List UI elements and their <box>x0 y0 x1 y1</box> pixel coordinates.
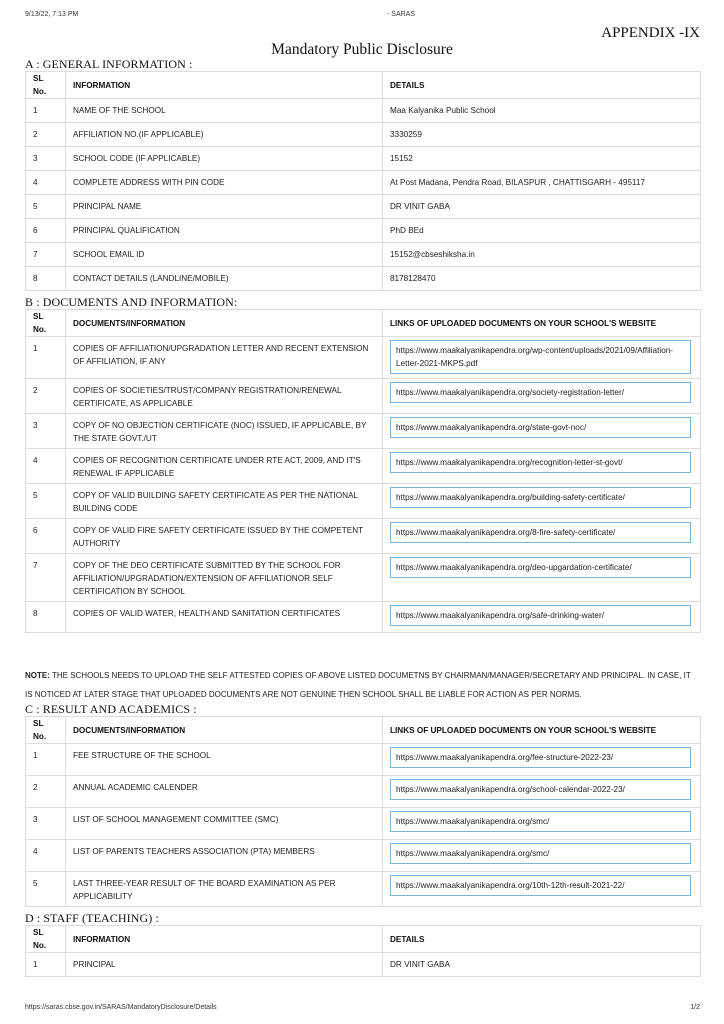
sl-cell: 1 <box>33 344 38 353</box>
table-row <box>26 99 701 123</box>
sl-cell: 4 <box>33 456 38 465</box>
column-header: INFORMATION <box>66 926 383 953</box>
table-row <box>26 267 701 291</box>
table-row <box>26 554 701 602</box>
table-row <box>26 219 701 243</box>
result-academics-table <box>25 716 701 907</box>
staff-teaching-table <box>25 925 701 977</box>
table-row <box>26 744 701 776</box>
sl-cell: 2 <box>33 386 38 395</box>
info-cell: AFFILIATION NO.(IF APPLICABLE) <box>66 123 383 147</box>
document-link-field[interactable]: https://www.maakalyanikapendra.org/building-safety-certificate/ <box>390 487 691 508</box>
sl-cell: 7 <box>33 561 38 570</box>
table-row <box>26 147 701 171</box>
column-header: INFORMATION <box>66 72 383 99</box>
sl-cell: 8 <box>33 609 38 618</box>
sl-cell: 6 <box>33 526 38 535</box>
document-link-field[interactable]: https://www.maakalyanikapendra.org/state-govt-noc/ <box>390 417 691 438</box>
document-cell: COPY OF NO OBJECTION CERTIFICATE (NOC) ISSUED, IF APPLICABLE, BY THE STATE GOVT./UT <box>73 421 367 443</box>
sl-cell: 2 <box>33 783 38 792</box>
table-row <box>26 171 701 195</box>
sl-cell: 3 <box>26 147 66 171</box>
column-header: DETAILS <box>383 926 701 953</box>
note-text: THE SCHOOLS NEEDS TO UPLOAD THE SELF ATTESTED COPIES OF ABOVE LISTED DOCUMETNS BY CHAIRMAN/MANAGER/SECRETARY AND PRINCIPAL. IN CASE, IT IS NOTICED AT LATER STAGE THAT UPLOADED DOCUMENTS ARE NOT GENUINE THEN SCHOOL SHALL BE LIABLE FOR ACTION AS PER NORMS. <box>25 671 691 699</box>
document-link-field[interactable]: https://www.maakalyanikapendra.org/10th-12th-result-2021-22/ <box>390 875 691 896</box>
table-row <box>26 808 701 840</box>
sl-cell: 1 <box>26 99 66 123</box>
section-c-heading: C : RESULT AND ACADEMICS : <box>25 702 197 716</box>
document-link-field[interactable]: https://www.maakalyanikapendra.org/fee-structure-2022-23/ <box>390 747 691 768</box>
table-row <box>26 243 701 267</box>
table-header-row <box>26 926 701 953</box>
table-row <box>26 484 701 519</box>
document-link-field[interactable]: https://www.maakalyanikapendra.org/8-fire-safety-certificate/ <box>390 522 691 543</box>
document-link-field[interactable]: https://www.maakalyanikapendra.org/safe-drinking-water/ <box>390 605 691 626</box>
sl-cell: 5 <box>26 195 66 219</box>
info-cell: COMPLETE ADDRESS WITH PIN CODE <box>66 171 383 195</box>
sl-cell: 2 <box>26 123 66 147</box>
table-row <box>26 337 701 379</box>
info-cell: PRINCIPAL NAME <box>66 195 383 219</box>
column-header: LINKS OF UPLOADED DOCUMENTS ON YOUR SCHOOL'S WEBSITE <box>383 310 701 337</box>
details-cell: DR VINIT GABA <box>383 953 701 977</box>
general-information-table <box>25 71 701 291</box>
document-cell: LIST OF PARENTS TEACHERS ASSOCIATION (PTA) MEMBERS <box>73 847 315 856</box>
document-link-field[interactable]: https://www.maakalyanikapendra.org/deo-upgardation-certificate/ <box>390 557 691 578</box>
section-a-heading: A : GENERAL INFORMATION : <box>25 57 193 71</box>
sl-cell: 1 <box>26 953 66 977</box>
print-site-title: - SARAS <box>387 11 416 18</box>
section-d-heading: D : STAFF (TEACHING) : <box>25 911 159 925</box>
details-cell: DR VINIT GABA <box>383 195 701 219</box>
document-link-field[interactable]: https://www.maakalyanikapendra.org/smc/ <box>390 811 691 832</box>
column-header: DOCUMENTS/INFORMATION <box>66 310 383 337</box>
table-row <box>26 379 701 414</box>
note-label: NOTE: <box>25 671 50 680</box>
table-row <box>26 414 701 449</box>
sl-cell: 8 <box>26 267 66 291</box>
details-cell: 15152 <box>383 147 701 171</box>
info-cell: SCHOOL CODE (IF APPLICABLE) <box>66 147 383 171</box>
table-row <box>26 602 701 633</box>
document-cell: COPIES OF VALID WATER, HEALTH AND SANITATION CERTIFICATES <box>73 609 341 618</box>
details-cell: 3330259 <box>383 123 701 147</box>
document-cell: FEE STRUCTURE OF THE SCHOOL <box>73 751 211 760</box>
table-row <box>26 123 701 147</box>
info-cell: PRINCIPAL <box>66 953 383 977</box>
table-row <box>26 519 701 554</box>
sl-cell: 1 <box>33 751 38 760</box>
sl-cell: 3 <box>33 421 38 430</box>
print-page-number: 1/2 <box>690 1004 700 1011</box>
page-title: Mandatory Public Disclosure <box>271 41 453 58</box>
table-row <box>26 449 701 484</box>
sl-cell: 4 <box>33 847 38 856</box>
document-link-field[interactable]: https://www.maakalyanikapendra.org/wp-content/uploads/2021/09/Affiliation-Letter-2021-MKPS.pdf <box>390 340 691 374</box>
column-header: DOCUMENTS/INFORMATION <box>66 717 383 744</box>
section-b-heading: B : DOCUMENTS AND INFORMATION: <box>25 295 238 309</box>
sl-cell: 4 <box>26 171 66 195</box>
document-link-field[interactable]: https://www.maakalyanikapendra.org/school-calendar-2022-23/ <box>390 779 691 800</box>
print-footer-url: https://saras.cbse.gov.in/SARAS/MandatoryDisclosure/Details <box>25 1004 217 1011</box>
column-header: SL No. <box>26 717 66 744</box>
table-header-row <box>26 310 701 337</box>
table-header-row <box>26 72 701 99</box>
table-header-row <box>26 717 701 744</box>
details-cell: 8178128470 <box>383 267 701 291</box>
info-cell: CONTACT DETAILS (LANDLINE/MOBILE) <box>66 267 383 291</box>
table-row <box>26 195 701 219</box>
appendix-label: APPENDIX -IX <box>601 25 700 41</box>
document-link-field[interactable]: https://www.maakalyanikapendra.org/society-registration-letter/ <box>390 382 691 403</box>
document-cell: LIST OF SCHOOL MANAGEMENT COMMITTEE (SMC) <box>73 815 279 824</box>
table-row <box>26 953 701 977</box>
table-row <box>26 872 701 907</box>
document-cell: COPY OF THE DEO CERTIFICATE SUBMITTED BY THE SCHOOL FOR AFFILIATION/UPGRADATION/EXTENSION OF AFFILIATIONOR SELF CERTIFICATION BY SCHOOL <box>73 561 341 596</box>
document-cell: COPY OF VALID FIRE SAFETY CERTIFICATE ISSUED BY THE COMPETENT AUTHORITY <box>73 526 363 548</box>
details-cell: Maa Kalyanika Public School <box>383 99 701 123</box>
table-row <box>26 840 701 872</box>
document-cell: ANNUAL ACADEMIC CALENDER <box>73 783 198 792</box>
column-header: DETAILS <box>383 72 701 99</box>
document-link-field[interactable]: https://www.maakalyanikapendra.org/smc/ <box>390 843 691 864</box>
document-link-field[interactable]: https://www.maakalyanikapendra.org/recognition-letter-st-govt/ <box>390 452 691 473</box>
details-cell: PhD BEd <box>383 219 701 243</box>
sl-cell: 7 <box>26 243 66 267</box>
column-header: SL No. <box>26 926 66 953</box>
sl-cell: 5 <box>33 879 38 888</box>
column-header: SL No. <box>26 72 66 99</box>
details-cell: 15152@cbseshiksha.in <box>383 243 701 267</box>
table-row <box>26 776 701 808</box>
sl-cell: 3 <box>33 815 38 824</box>
column-header: SL No. <box>26 310 66 337</box>
print-datetime: 9/13/22, 7:13 PM <box>25 11 79 18</box>
document-cell: COPY OF VALID BUILDING SAFETY CERTIFICATE AS PER THE NATIONAL BUILDING CODE <box>73 491 358 513</box>
document-cell: COPIES OF RECOGNITION CERTIFICATE UNDER RTE ACT, 2009, AND IT'S RENEWAL IF APPLICABLE <box>73 456 361 478</box>
document-cell: COPIES OF SOCIETIES/TRUST/COMPANY REGISTRATION/RENEWAL CERTIFICATE, AS APPLICABLE <box>73 386 342 408</box>
document-cell: COPIES OF AFFILIATION/UPGRADATION LETTER AND RECENT EXTENSION OF AFFILIATION, IF ANY <box>73 344 369 366</box>
info-cell: NAME OF THE SCHOOL <box>66 99 383 123</box>
column-header: LINKS OF UPLOADED DOCUMENTS ON YOUR SCHOOL'S WEBSITE <box>383 717 701 744</box>
info-cell: PRINCIPAL QUALIFICATION <box>66 219 383 243</box>
info-cell: SCHOOL EMAIL ID <box>66 243 383 267</box>
document-cell: LAST THREE-YEAR RESULT OF THE BOARD EXAMINATION AS PER APPLICABILITY <box>73 879 336 901</box>
upload-note <box>25 666 700 704</box>
details-cell: At Post Madana, Pendra Road, BILASPUR , CHATTISGARH - 495117 <box>383 171 701 195</box>
sl-cell: 6 <box>26 219 66 243</box>
documents-table <box>25 309 701 633</box>
sl-cell: 5 <box>33 491 38 500</box>
